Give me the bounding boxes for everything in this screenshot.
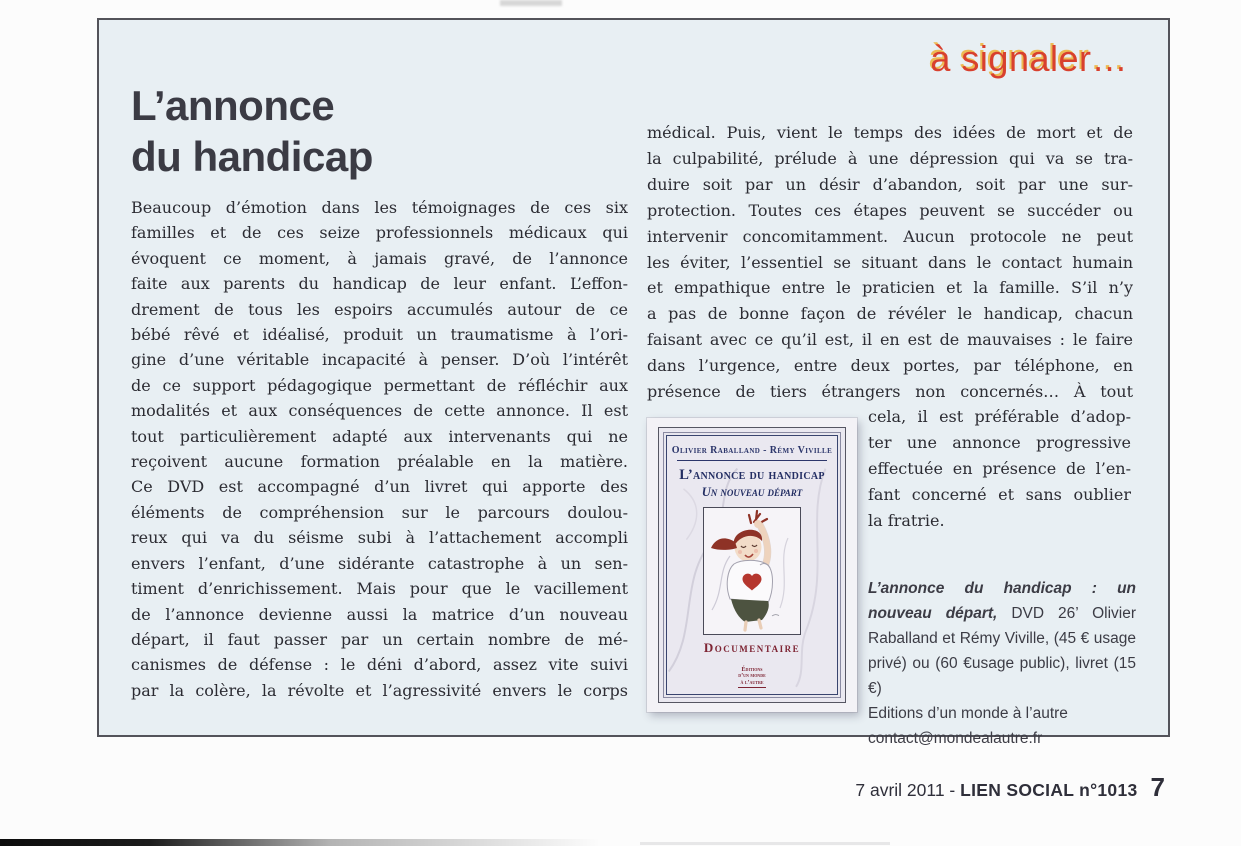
article-title-line: L’annonce: [131, 82, 335, 129]
text-line: de l’annonce devienne aussi la matrice d’un nouveau: [131, 604, 628, 624]
dvd-cover: [658, 427, 846, 703]
dvd-subtitle: Un nouveau départ: [701, 485, 803, 499]
text-line: dans l’urgence, entre deux portes, par téléphone, en: [647, 356, 1133, 376]
caption-work-title: L’annonce du handicap : un nouveau départ,: [868, 580, 1136, 622]
text-line: fant concerné et sans oublier: [868, 485, 1131, 504]
text-line: timent d’enrichissement. Mais pour que le vacillement: [131, 579, 628, 599]
text-line: envers l’enfant, d’une sidérante catastrophe à un sen-: [131, 553, 628, 573]
text-line: faisant avec ce qu’il est, il en est de mauvaises : le faire: [647, 330, 1133, 350]
text-line: Ce DVD est accompagné d’un livret qui apporte des: [131, 477, 628, 497]
right-column-text: [647, 120, 1133, 405]
dvd-caption: [868, 576, 1136, 751]
caption-reference: [868, 576, 1136, 701]
text-line: évoquent ce moment, à jamais gravé, de l’annonce: [131, 248, 628, 268]
text-line: les éviter, l’essentiel se situant dans le contact humain: [647, 252, 1133, 272]
text-line: faite aux parents du handicap de leur enfant. L’effon-: [131, 274, 628, 294]
scan-artifact-bottom: [0, 839, 600, 846]
section-header: à signaler…: [930, 38, 1128, 79]
text-line: ter une annonce progressive: [868, 433, 1131, 452]
dvd-publisher-line: à l’autre: [738, 680, 766, 689]
article-title-line: du handicap: [131, 133, 373, 180]
text-line: par la colère, la révolte et l’agressivité envers le corps: [131, 680, 628, 700]
caption-publisher: Editions d’un monde à l’autre: [868, 705, 1068, 722]
scan-artifact-top: [500, 0, 562, 6]
text-line: canismes de défense : le déni d’abord, assez vite suivi: [131, 655, 628, 675]
text-line: reçoivent aucune formation préalable en la matière.: [131, 452, 628, 472]
right-column-wrapped-text: [868, 404, 1131, 534]
magazine-page-panel: [97, 18, 1170, 747]
text-line: modalités et aux conséquences de cette annonce. Il est: [131, 401, 628, 421]
dvd-publisher-logo: [738, 667, 766, 689]
text-line: duire soit par un désir d’abandon, soit par une sur-: [647, 174, 1133, 194]
text-line: cela, il est préférable d’adop-: [868, 407, 1131, 426]
dvd-publisher-line: d’un monde: [738, 673, 766, 679]
article-title: [131, 80, 373, 182]
text-line: tout particulièrement adapté aux intervenants qui ne: [131, 426, 628, 446]
text-line: drement de tous les espoirs accumulés autour de ce: [131, 299, 628, 319]
text-line: familles et de ces seize professionnels médicaux qui: [131, 223, 628, 243]
caption-credits: DVD 26’ Olivier Raballand et Rémy Viville, (45 € usage privé) ou (60 €usage public), livret (15 €): [868, 605, 1136, 697]
text-line: la fratrie.: [868, 511, 945, 530]
text-line: gine d’une véritable incapacité à penser. D’où l’intérêt: [131, 350, 628, 370]
dvd-title: L’annonce du handicap: [679, 467, 825, 483]
dvd-cover-photo: [647, 418, 857, 712]
text-line: la culpabilité, prélude à une dépression qui va se tra-: [647, 148, 1133, 168]
text-line: Beaucoup d’émotion dans les témoignages de ces six: [131, 198, 628, 217]
left-column-text: [131, 195, 628, 703]
text-line: présence de tiers étrangers non concernés… À tout: [647, 382, 1133, 402]
footer-magazine-issue: LIEN SOCIAL n°1013: [960, 780, 1138, 800]
text-line: de ce support pédagogique permettant de réfléchir aux: [131, 375, 628, 395]
scan-artifact-bottom-right: [640, 842, 890, 845]
page-footer: [650, 770, 1165, 807]
text-line: intervenir concomitamment. Aucun protocole ne peut: [647, 226, 1133, 246]
footer-date: 7 avril 2011 -: [855, 780, 961, 800]
text-line: départ, il faut passer par un certain nombre de mé-: [131, 629, 628, 649]
text-line: bébé rêvé et idéalisé, produit un traumatisme à l’ori-: [131, 325, 628, 345]
text-line: éléments de compréhension sur le parcours doulou-: [131, 502, 628, 522]
text-line: et empathique entre le praticien et la famille. S’il n’y: [647, 278, 1133, 298]
dvd-genre-label: Documentaire: [703, 640, 801, 655]
divider-line: [677, 460, 827, 461]
dvd-publisher-line: Éditions: [741, 666, 763, 673]
text-line: reux qui va du séisme subi à l’attachement accompli: [131, 528, 628, 548]
text-line: effectuée en présence de l’en-: [868, 459, 1131, 478]
dvd-cover-frame: [666, 435, 838, 695]
caption-contact-email: contact@mondealautre.fr: [868, 730, 1043, 747]
text-line: a pas de bonne façon de révéler le handicap, chacun: [647, 304, 1133, 324]
text-line: médical. Puis, vient le temps des idées de mort et de: [647, 123, 1133, 142]
dvd-authors: Olivier Raballand - Rémy Viville: [671, 445, 833, 456]
text-line: protection. Toutes ces étapes peuvent se succéder ou: [647, 200, 1133, 220]
page-number: 7: [1150, 772, 1165, 802]
dvd-cover-illustration: [703, 507, 801, 635]
